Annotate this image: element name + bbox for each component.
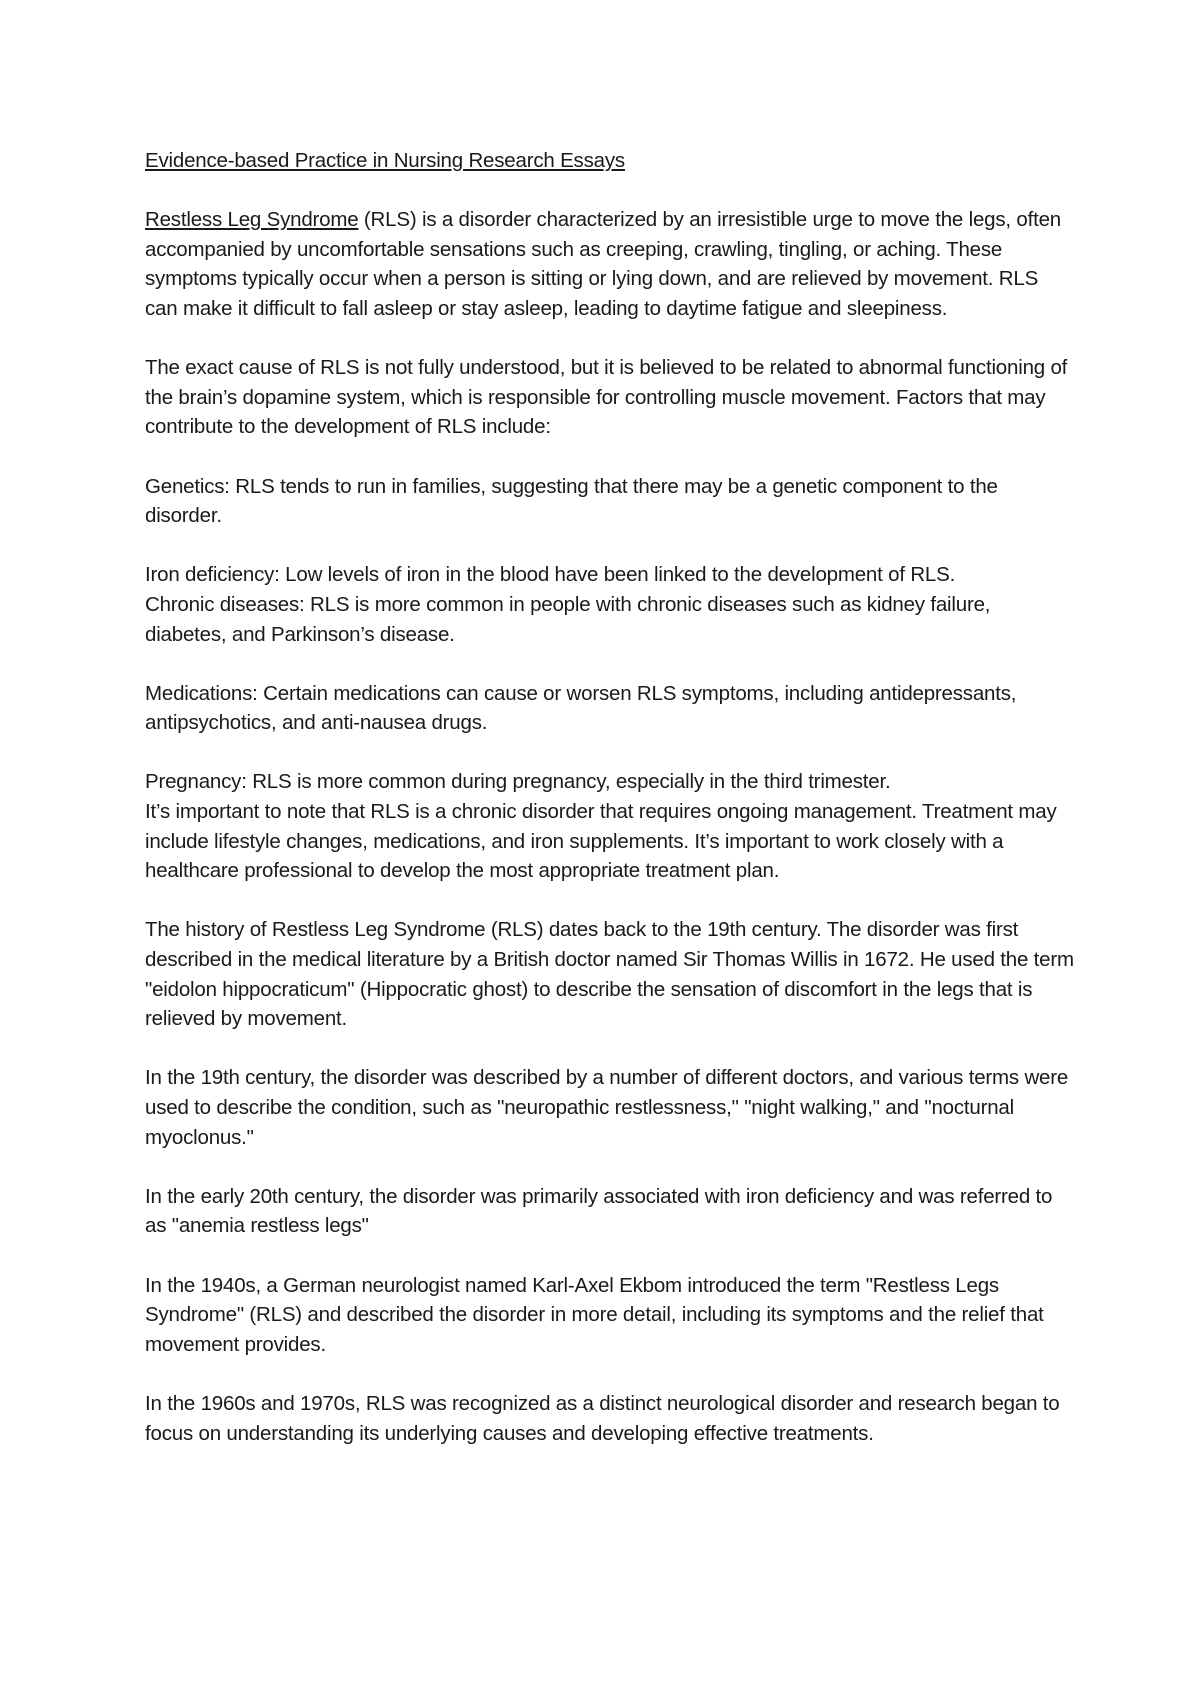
nineteenth-century-paragraph: In the 19th century, the disorder was described by a number of different doctors, and various terms were used to describe the condition, such as "neuropathic restlessness," "night walking," and "nocturnal myoclonus."	[145, 1066, 1069, 1149]
intro-paragraph	[145, 205, 1075, 323]
document-title: Evidence-based Practice in Nursing Research Essays	[145, 149, 625, 172]
iron-deficiency-paragraph: Iron deficiency: Low levels of iron in the blood have been linked to the development of RLS.	[145, 563, 956, 587]
history-paragraph: The history of Restless Leg Syndrome (RLS) dates back to the 19th century. The disorder was first described in the medical literature by a British doctor named Sir Thomas Willis in 1672. He used the term "eidolon hippocraticum" (Hippocratic ghost) to describe the sensation of discomfort in the legs that is relieved by movement.	[145, 918, 1074, 1031]
ekbom-paragraph: In the 1940s, a German neurologist named Karl-Axel Ekbom introduced the term "Restless Legs Syndrome" (RLS) and described the disorder in more detail, including its symptoms and the relief that movement provides.	[145, 1273, 1044, 1356]
rls-term-link[interactable]: Restless Leg Syndrome	[145, 208, 359, 232]
chronic-diseases-paragraph: Chronic diseases: RLS is more common in people with chronic diseases such as kidney failure, diabetes, and Parkinson’s disease.	[145, 592, 991, 646]
pregnancy-paragraph: Pregnancy: RLS is more common during pregnancy, especially in the third trimester.	[145, 770, 891, 794]
genetics-paragraph: Genetics: RLS tends to run in families, suggesting that there may be a genetic component to the disorder.	[145, 474, 998, 528]
management-paragraph: It’s important to note that RLS is a chronic disorder that requires ongoing management. Treatment may include lifestyle changes, medications, and iron supplements. It’s important to work closely with a healthcare professional to develop the most appropriate treatment plan.	[145, 800, 1057, 883]
medications-paragraph: Medications: Certain medications can cause or worsen RLS symptoms, including antidepressants, antipsychotics, and anti-nausea drugs.	[145, 681, 1017, 735]
intro-text: (RLS) is a disorder characterized by an irresistible urge to move the legs, often accompanied by uncomfortable sensations such as creeping, crawling, tingling, or aching. These symptoms typically occur when a person is sitting or lying down, and are relieved by movement. RLS can make it difficult to fall asleep or stay asleep, leading to daytime fatigue and sleepiness.	[145, 208, 1062, 320]
document-body	[145, 146, 1075, 1448]
early-twentieth-century-paragraph: In the early 20th century, the disorder was primarily associated with iron deficiency and was referred to as "anemia restless legs"	[145, 1184, 1053, 1238]
cause-paragraph: The exact cause of RLS is not fully understood, but it is believed to be related to abnormal functioning of the brain’s dopamine system, which is responsible for controlling muscle movement. Factors that may contribute to the development of RLS include:	[145, 356, 1068, 439]
sixties-seventies-paragraph: In the 1960s and 1970s, RLS was recognized as a distinct neurological disorder and research began to focus on understanding its underlying causes and developing effective treatments.	[145, 1391, 1060, 1445]
